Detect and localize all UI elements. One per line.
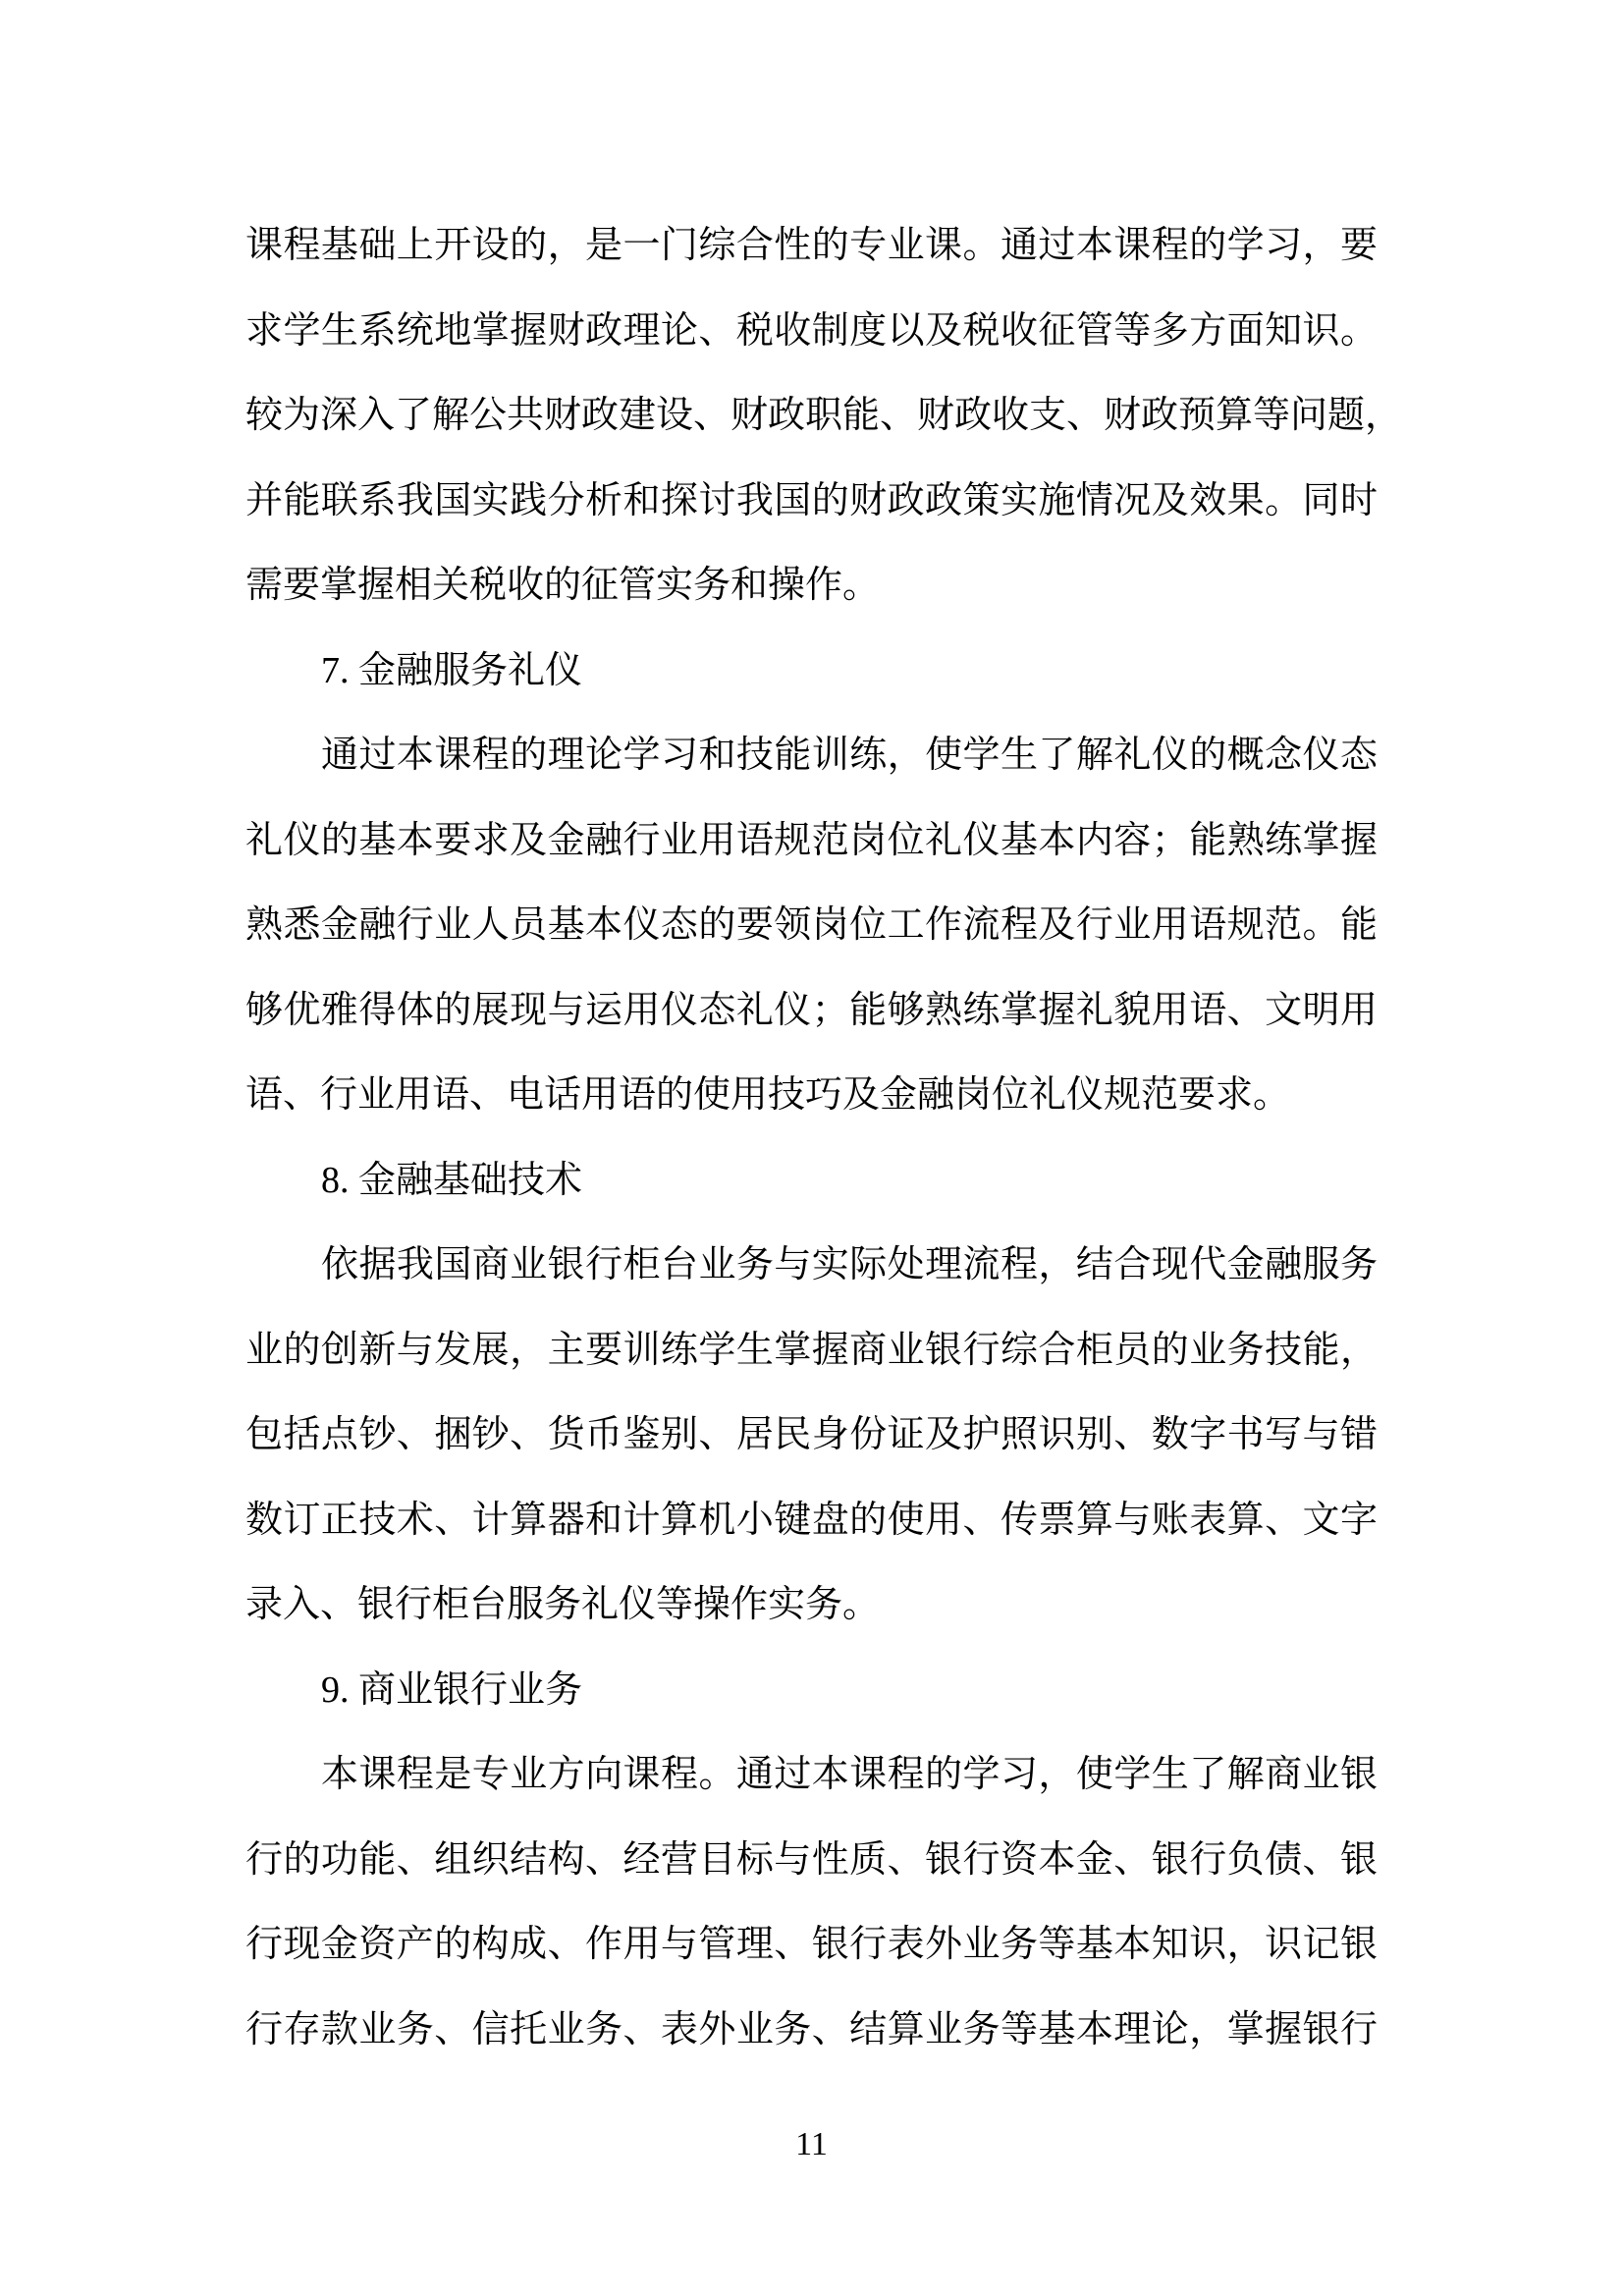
page-number: 11 (795, 2126, 828, 2162)
body-text-line: 求学生系统地掌握财政理论、税收制度以及税收征管等多方面知识。 (245, 309, 1378, 352)
body-text-line: 通过本课程的理论学习和技能训练，使学生了解礼仪的概念仪态 (321, 735, 1378, 776)
body-text-line: 礼仪的基本要求及金融行业用语规范岗位礼仪基本内容；能熟练掌握 (245, 819, 1378, 861)
body-text-line: 依据我国商业银行柜台业务与实际处理流程，结合现代金融服务 (321, 1244, 1378, 1285)
section-heading-9: 9. 商业银行业务 (321, 1668, 583, 1711)
body-text-line: 够优雅得体的展现与运用仪态礼仪；能够熟练掌握礼貌用语、文明用 (245, 989, 1378, 1031)
text-block (245, 203, 1403, 2072)
body-text-line: 课程基础上开设的，是一门综合性的专业课。通过本课程的学习，要 (245, 225, 1378, 266)
body-text-line: 熟悉金融行业人员基本仪态的要领岗位工作流程及行业用语规范。能 (245, 904, 1378, 946)
body-text-line: 包括点钞、捆钞、货币鉴别、居民身份证及护照识别、数字书写与错 (245, 1414, 1378, 1455)
body-text-line: 数订正技术、计算器和计算机小键盘的使用、传票算与账表算、文字 (245, 1499, 1378, 1541)
body-text-line: 录入、银行柜台服务礼仪等操作实务。 (245, 1584, 881, 1625)
body-text-line: 较为深入了解公共财政建设、财政职能、财政收支、财政预算等问题， (245, 395, 1403, 436)
body-text-line: 本课程是专业方向课程。通过本课程的学习，使学生了解商业银 (321, 1754, 1378, 1795)
section-heading-8: 8. 金融基础技术 (321, 1159, 583, 1201)
body-text-line: 语、行业用语、电话用语的使用技巧及金融岗位礼仪规范要求。 (245, 1074, 1291, 1116)
body-text-line: 需要掌握相关税收的征管实务和操作。 (245, 565, 881, 606)
body-text-line: 并能联系我国实践分析和探讨我国的财政政策实施情况及效果。同时 (245, 479, 1378, 521)
section-heading-7: 7. 金融服务礼仪 (321, 649, 583, 691)
body-text-line: 行现金资产的构成、作用与管理、银行表外业务等基本知识，识记银 (245, 1924, 1378, 1965)
body-text-line: 行存款业务、信托业务、表外业务、结算业务等基本理论，掌握银行 (245, 2008, 1378, 2050)
body-text-line: 行的功能、组织结构、经营目标与性质、银行资本金、银行负债、银 (245, 1838, 1378, 1881)
body-text-line: 业的创新与发展，主要训练学生掌握商业银行综合柜员的业务技能， (245, 1329, 1378, 1371)
